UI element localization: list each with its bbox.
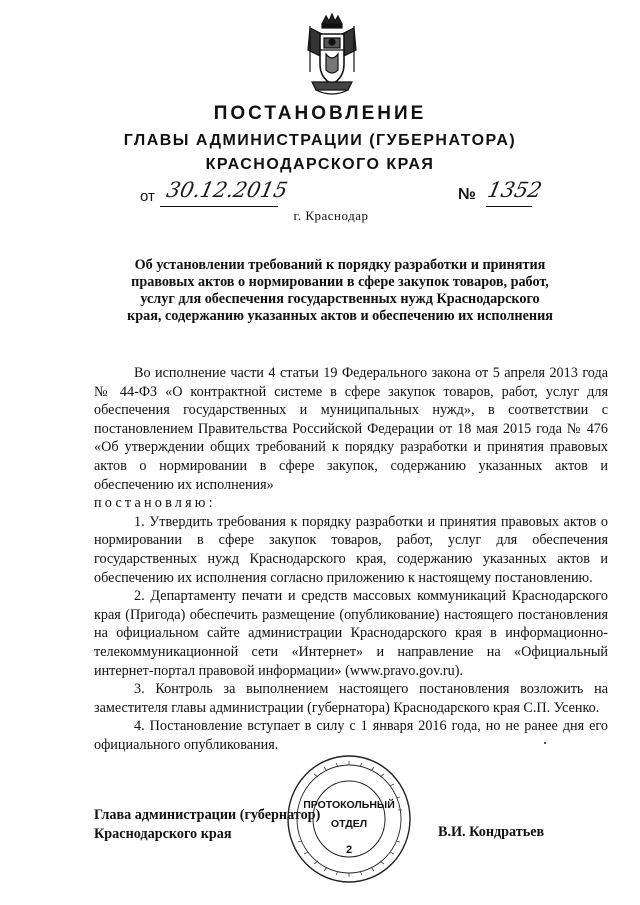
heading-line: услуг для обеспечения государственных нужд Краснодарского bbox=[140, 291, 540, 307]
decree-word: постановляю: bbox=[94, 495, 216, 512]
date-underline bbox=[160, 206, 278, 207]
document-subtitle-region: КРАСНОДАРСКОГО КРАЯ bbox=[205, 156, 435, 173]
heading-line: края, содержанию указанных актов и обеспечению их исполнения bbox=[127, 308, 553, 324]
date-number-row bbox=[0, 180, 640, 210]
intro-text: Во исполнение части 4 статьи 19 Федерального закона от 5 апреля 2013 года № 44-ФЗ «О контрактной системе в сфере закупок товаров, работ, услуг для обеспечения государственных и муниципальных нужд», в соответствии с постановлением Правительства Российской Федерации от 18 мая 2015 года № 476 «Об утверждении общих требований к порядку разработки и принятия правовых актов о нормировании в сфере закупок, содержанию указанных актов и обеспечению их исполнения» bbox=[94, 365, 608, 493]
number-value-handwritten: 1352 bbox=[485, 178, 545, 202]
signatory-position-line: Глава администрации (губернатор) bbox=[94, 807, 321, 823]
city-line bbox=[0, 208, 640, 224]
number-underline bbox=[486, 206, 532, 207]
stamp-number: 2 bbox=[345, 844, 353, 856]
decree-word-paragraph bbox=[94, 494, 608, 513]
date-label: от bbox=[140, 188, 155, 205]
stamp-line-1: ПРОТОКОЛЬНЫЙ bbox=[303, 799, 395, 811]
document-subtitle-authority: ГЛАВЫ АДМИНИСТРАЦИИ (ГУБЕРНАТОРА) bbox=[123, 132, 517, 149]
coat-of-arms-emblem bbox=[302, 12, 362, 98]
decree-item: 2. Департаменту печати и средств массовых коммуникаций Краснодарского края (Пригода) обеспечить размещение (опубликование) настоящего постановления на официальном сайте администрации Краснодарского края в информационно-телекоммуникационной сети «Интернет» и направление на «Официальный интернет-портал правовой информации» (www.pravo.gov.ru). bbox=[94, 588, 608, 679]
official-stamp bbox=[284, 752, 414, 887]
number-label: № bbox=[458, 186, 476, 203]
stamp-line-2: ОТДЕЛ bbox=[330, 818, 368, 830]
stray-mark bbox=[544, 742, 546, 744]
intro-paragraph bbox=[94, 364, 608, 494]
city-name: г. Краснодар bbox=[293, 208, 369, 223]
decree-item: 1. Утвердить требования к порядку разработки и принятия правовых актов о нормировании в сфере закупок товаров, работ, услуг для обеспечения государственных нужд Краснодарского края, содержанию указанных актов и обеспечению их исполнения согласно приложению к настоящему постановлению. bbox=[94, 513, 608, 586]
decree-item: 3. Контроль за выполнением настоящего постановления возложить на заместителя главы администрации (губернатора) Краснодарского края С.П. Усенко. bbox=[94, 681, 608, 716]
signatory-name: В.И. Кондратьев bbox=[438, 824, 545, 840]
heading-line: Об установлении требований к порядку разработки и принятия bbox=[134, 257, 546, 273]
document-title: ПОСТАНОВЛЕНИЕ bbox=[213, 103, 427, 124]
decree-body bbox=[94, 364, 608, 754]
signatory-position-line: Краснодарского края bbox=[94, 825, 232, 842]
date-value-handwritten: 30.12.2015 bbox=[164, 178, 290, 202]
heading-line: правовых актов о нормировании в сфере закупок товаров, работ, bbox=[131, 274, 549, 290]
decree-item: 4. Постановление вступает в силу с 1 января 2016 года, но не ранее дня его официального опубликования. bbox=[94, 718, 608, 753]
decree-heading bbox=[110, 257, 570, 325]
